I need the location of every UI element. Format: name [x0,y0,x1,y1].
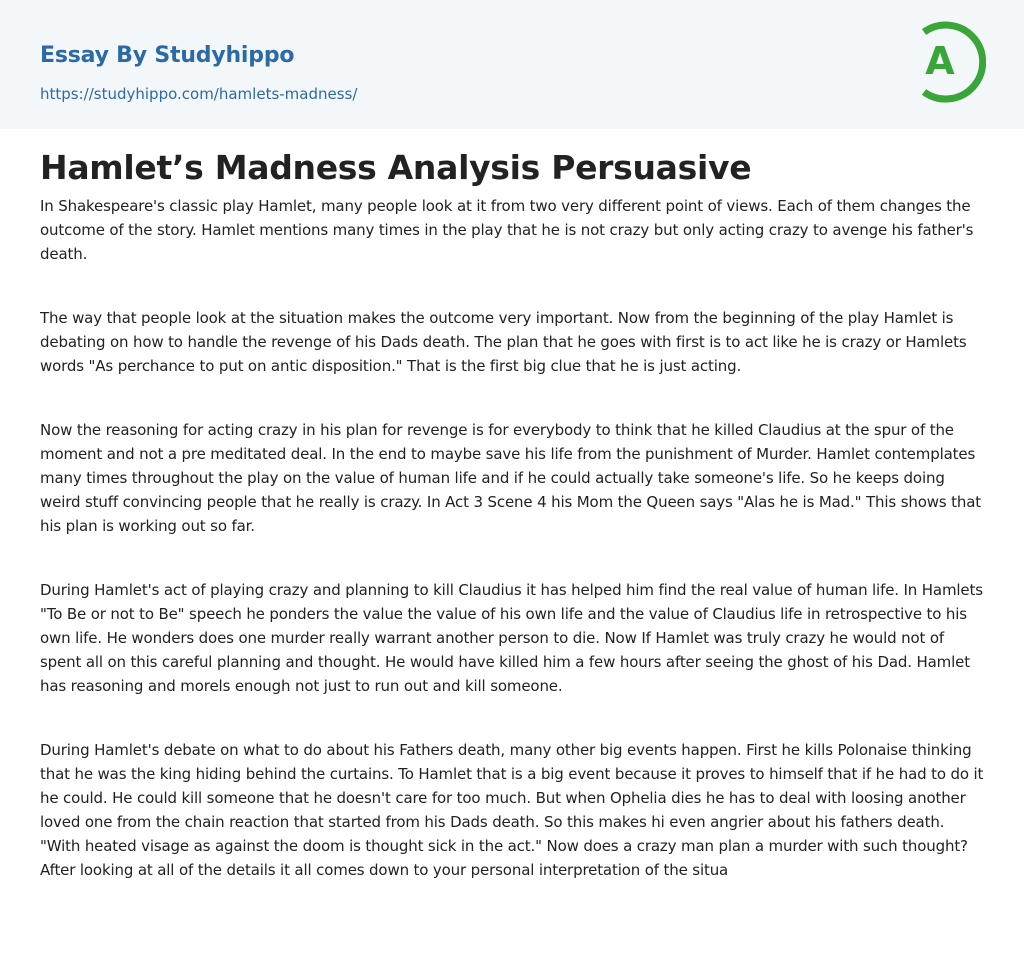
essay-url-link[interactable]: https://studyhippo.com/hamlets-madness/ [40,85,358,103]
essay-paragraph: The way that people look at the situation makes the outcome very important. Now from the beginning of the play Hamlet is debating on how to handle the revenge of his Dads death. The plan that he goes with first is to act like he is crazy or Hamlets words "As perchance to put on antic disposition." That is the first big clue that he is just acting. [40,309,967,375]
essay-paragraph: "With heated visage as against the doom is thought sick in the act." Now does a crazy man plan a murder with such thought? After looking at all of the details it all comes down to your personal interpretation of the situa [40,837,968,879]
essay-paragraph: During Hamlet's act of playing crazy and planning to kill Claudius it has helped him find the real value of human life. In Hamlets "To Be or not to Be" speech he ponders the value the value of his own life and the value of Claudius life in retrospective to his own life. He wonders does one murder really warrant another person to die. Now If Hamlet was truly crazy he would not of spent all on this careful planning and thought. He would have killed him a few hours after seeing the ghost of his Dad. Hamlet has reasoning and morels enough not just to run out and kill someone. [40,581,983,695]
essay-body [40,194,988,882]
essay-paragraph: In Shakespeare's classic play Hamlet, many people look at it from two very different point of views. Each of them changes the outcome of the story. Hamlet mentions many times in the play that he is not crazy but only acting crazy to avenge his father's death. [40,197,974,263]
studyhippo-logo-icon[interactable] [912,18,986,106]
essay-title: Hamlet’s Madness Analysis Persuasive [40,148,752,187]
brand-title: Essay By Studyhippo [40,43,295,68]
logo-letter: A [925,39,955,83]
essay-paragraph: During Hamlet's debate on what to do about his Fathers death, many other big events happen. First he kills Polonaise thinking that he was the king hiding behind the curtains. To Hamlet that is a big event because it proves to himself that if he had to do it he could. He could kill someone that he doesn't care for too much. But when Ophelia dies he has to deal with loosing another loved one from the chain reaction that started from his Dads death. So this makes hi even angrier about his fathers death. [40,741,984,831]
essay-paragraph: Now the reasoning for acting crazy in his plan for revenge is for everybody to think that he killed Claudius at the spur of the moment and not a pre meditated deal. In the end to maybe save his life from the punishment of Murder. Hamlet contemplates many times throughout the play on the value of human life and if he could actually take someone's life. So he keeps doing weird stuff convincing people that he really is crazy. In Act 3 Scene 4 his Mom the Queen says "Alas he is Mad." This shows that his plan is working out so far. [40,421,982,535]
